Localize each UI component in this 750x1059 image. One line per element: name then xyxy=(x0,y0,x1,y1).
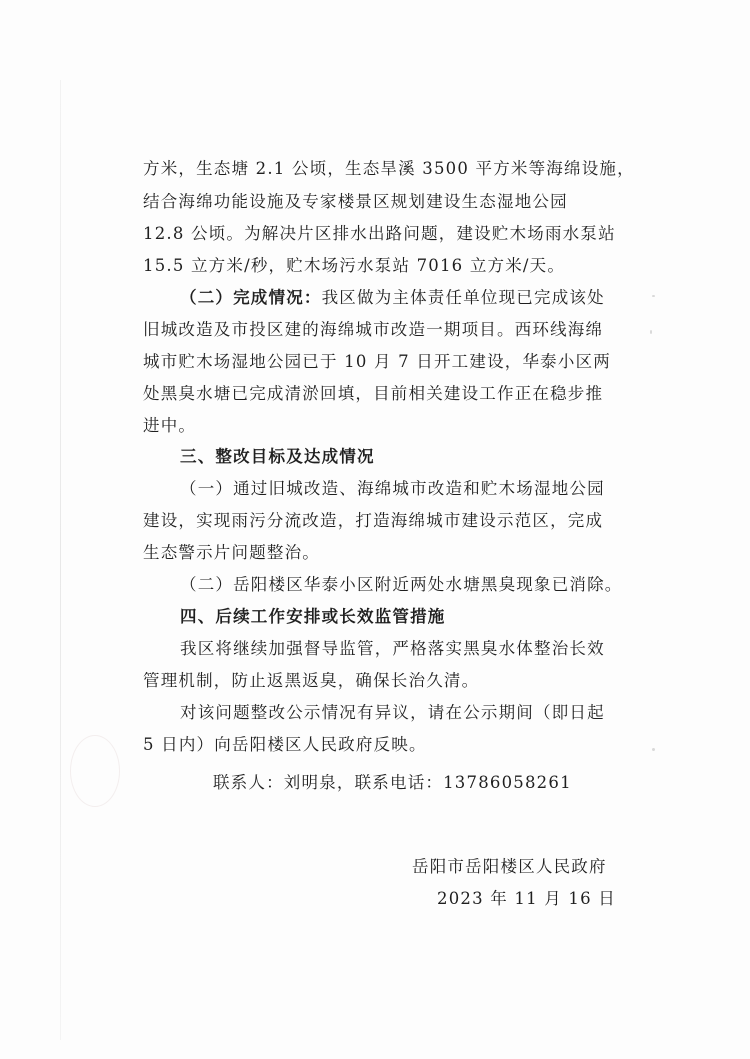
body-line: （一）通过旧城改造、海绵城市改造和贮木场湿地公园 xyxy=(180,479,605,498)
body-line: 生态警示片问题整治。 xyxy=(143,543,320,562)
body-line: 结合海绵功能设施及专家楼景区规划建设生态湿地公园 xyxy=(143,192,568,211)
scan-speck xyxy=(650,330,652,334)
scan-speck xyxy=(652,295,655,297)
body-line: 15.5 立方米/秒，贮木场污水泵站 7016 立方米/天。 xyxy=(143,256,566,275)
body-line: （二）岳阳楼区华泰小区附近两处水塘黑臭现象已消除。 xyxy=(180,575,623,594)
signature-org: 岳阳市岳阳楼区人民政府 xyxy=(412,857,607,876)
body-line: 对该问题整改公示情况有异议，请在公示期间（即日起 xyxy=(180,703,605,722)
scan-speck xyxy=(652,748,655,751)
body-line: 处黑臭水塘已完成清淤回填，目前相关建设工作正在稳步推 xyxy=(143,384,604,403)
completion-first-line xyxy=(180,287,613,309)
body-line: 城市贮木场湿地公园已于 10 月 7 日开工建设，华泰小区两 xyxy=(143,352,611,371)
completion-label: （二）完成情况： xyxy=(180,288,322,307)
body-line: 进中。 xyxy=(143,416,197,435)
body-line: 方米，生态塘 2.1 公顷，生态旱溪 3500 平方米等海绵设施， xyxy=(143,159,635,178)
body-line: 12.8 公顷。为解决片区排水出路问题，建设贮木场雨水泵站 xyxy=(143,224,616,243)
contact-line: 联系人：刘明泉，联系电话：13786058261 xyxy=(213,773,572,792)
completion-text: 我区做为主体责任单位现已完成该处 xyxy=(321,288,605,307)
body-line: 建设，实现雨污分流改造，打造海绵城市建设示范区，完成 xyxy=(143,511,604,530)
body-line: 旧城改造及市投区建的海绵城市改造一期项目。西环线海绵 xyxy=(143,320,604,339)
scan-edge xyxy=(60,80,61,1040)
section-3-heading: 三、整改目标及达成情况 xyxy=(180,447,375,466)
signature-date: 2023 年 11 月 16 日 xyxy=(437,889,616,908)
body-line: 5 日内）向岳阳楼区人民政府反映。 xyxy=(143,735,427,754)
body-line: 我区将继续加强督导监管，严格落实黑臭水体整治长效 xyxy=(180,639,605,658)
faint-stamp-mark xyxy=(70,735,120,807)
body-line: 管理机制，防止返黑返臭，确保长治久清。 xyxy=(143,671,480,690)
section-4-heading: 四、后续工作安排或长效监管措施 xyxy=(180,607,446,626)
